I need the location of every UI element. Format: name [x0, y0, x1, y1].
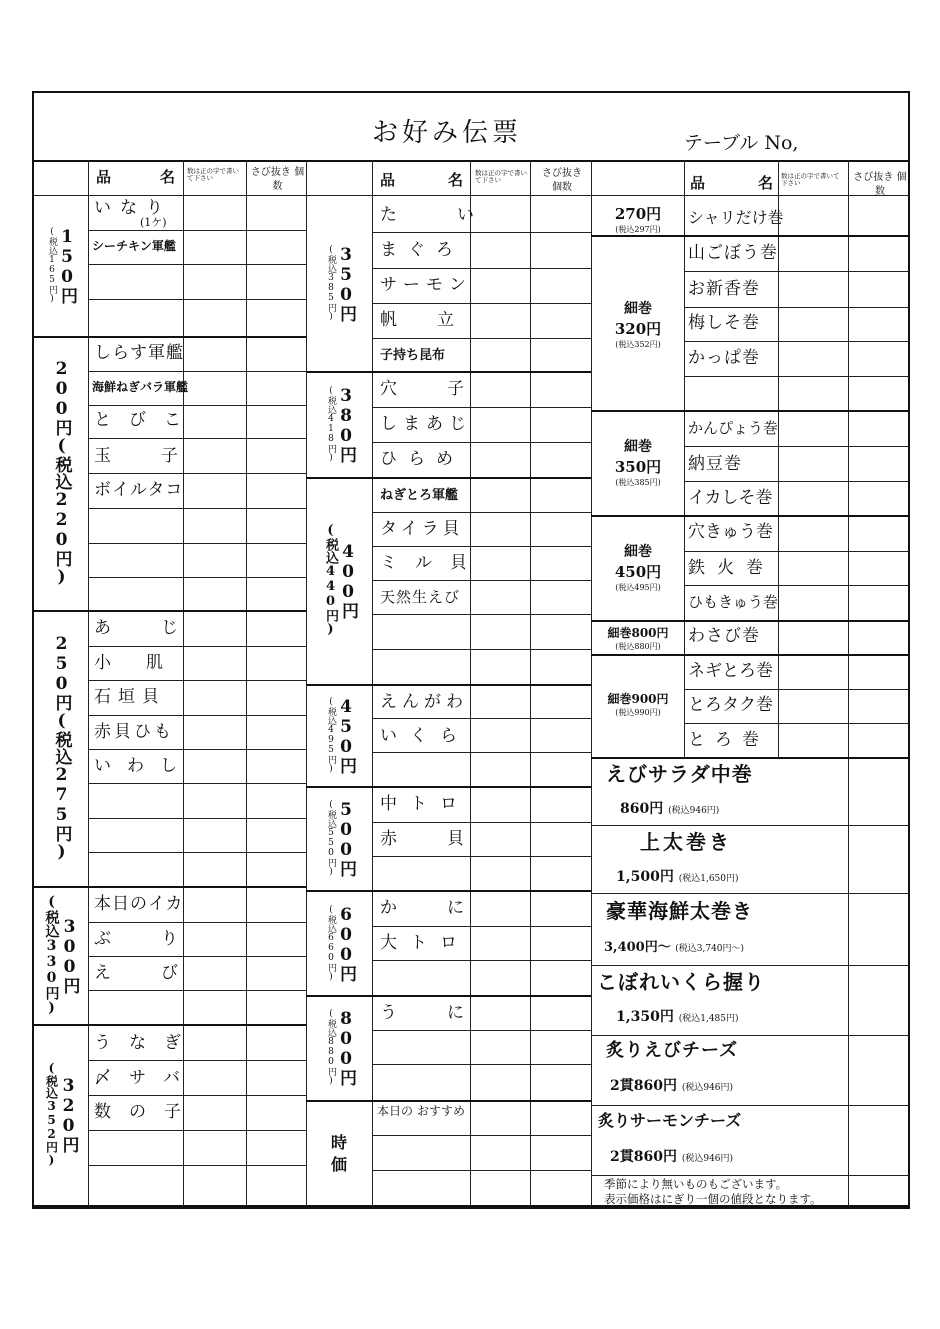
item-ikura: いくら: [380, 726, 470, 746]
item-ishigakigai: 石垣貝: [94, 687, 166, 707]
special-ebisalad-price: 860円 (税込946円): [620, 801, 720, 817]
header-hinmei-3a: 品: [690, 174, 706, 192]
price-jika: 時価: [331, 1133, 348, 1175]
price-350: (税込385円) 350円: [326, 244, 356, 322]
header-hinmei-2b: 名: [448, 171, 464, 189]
header-wasabi-2: さび抜き 個数: [542, 168, 582, 193]
price-400: (税込440円) 400円: [323, 523, 358, 637]
table-number-label: テーブル No,: [684, 132, 799, 154]
item-yamagobo: 山ごぼう巻: [688, 243, 778, 263]
item-uni: うに: [380, 1003, 514, 1023]
special-goka-kaisen: 豪華海鮮太巻き: [606, 899, 753, 923]
item-ikashiso: イカしそ巻: [688, 488, 773, 508]
special-goka-kaisen-price: 3,400円～ (税込3,740円～): [604, 940, 745, 955]
item-akagai-himo: 赤貝ひも: [94, 722, 174, 742]
item-himokyu: ひもきゅう巻: [688, 593, 779, 611]
special-koboreikura-price: 1,350円 (税込1,485円): [616, 1009, 739, 1025]
special-aburi-ebi: 炙りえびチーズ: [606, 1040, 739, 1061]
item-shari-dake: シャリだけ巻: [688, 208, 784, 227]
price-450: (税込495円) 450円: [326, 697, 356, 774]
item-tennen-ebi: 天然生えび: [380, 588, 461, 606]
note-price: 表示価格はにぎり一個の値段となります。: [604, 1192, 822, 1206]
price-500: (税込550円) 500円: [326, 800, 356, 877]
item-shimesaba: 〆サバ: [94, 1068, 198, 1088]
item-buri: ぶり: [94, 929, 228, 949]
price-380: (税込418円) 380円: [326, 385, 356, 463]
header-wasabi-3: さび抜き 個数: [853, 172, 907, 197]
item-shirasu: しらす軍艦: [94, 343, 184, 363]
item-kappa: かっぱ巻: [688, 348, 760, 368]
item-wasabi-maki: わさび巻: [688, 626, 760, 646]
item-negitoro-maki: ネギとろ巻: [688, 661, 773, 681]
item-natto: 納豆巻: [688, 454, 742, 474]
price-900-hosomaki: 細巻900円 (税込990円): [607, 692, 669, 717]
price-600: (税込660円) 600円: [326, 904, 356, 982]
item-oshinko: お新香巻: [688, 279, 760, 299]
header-wasabi-1: さび抜き 個数: [250, 167, 305, 192]
item-iwashi: いわし: [94, 756, 193, 776]
item-hotate: 帆立: [380, 310, 494, 330]
item-kazunoko: 数の子: [94, 1102, 199, 1122]
special-koboreikura: こぼれいくら握り: [597, 970, 765, 994]
price-350-hosomaki: 細巻 350円 (税込385円): [614, 439, 662, 487]
item-chutoro: 中トロ: [380, 794, 470, 814]
header-hinmei-1a: 品: [96, 168, 112, 186]
item-tobiko: とびこ: [94, 410, 199, 430]
item-tamago: 玉子: [94, 446, 228, 466]
item-boiled-tako: ボイルタコ: [94, 480, 184, 500]
price-200: 200円(税込220円): [51, 358, 72, 587]
header-hinmei-1b: 名: [160, 168, 176, 186]
note-seasonal: 季節により無いものもございます。: [604, 1177, 788, 1191]
price-300: (税込330円) 300円: [43, 894, 80, 1016]
item-honjitsu-ika: 本日のイカ: [94, 894, 184, 914]
item-kaisen-negi: 海鮮ねぎバラ軍艦: [92, 380, 189, 394]
item-inari: いなり: [94, 198, 172, 218]
item-akagai: 赤貝: [380, 829, 514, 849]
item-mirugai: ミル貝: [380, 553, 485, 573]
item-kani: かに: [380, 898, 514, 918]
price-800: (税込880円) 800円: [326, 1009, 356, 1086]
price-450-hosomaki: 細巻 450円 (税込495円): [614, 544, 662, 592]
item-anakyu: 穴きゅう巻: [688, 522, 773, 542]
item-unagi: うなぎ: [94, 1033, 199, 1053]
item-hirame: ひらめ: [380, 449, 464, 469]
item-tairagai: タイラ貝: [380, 519, 464, 539]
item-maguro: まぐろ: [380, 240, 464, 260]
special-aburi-ebi-price: 2貫860円 (税込946円): [610, 1078, 734, 1094]
header-hinmei-2a: 品: [380, 171, 396, 189]
item-negitoro-gunkan: ねぎとろ軍艦: [380, 488, 459, 503]
item-salmon: サーモン: [380, 275, 472, 295]
item-kohada: 小肌: [94, 653, 198, 673]
special-ebisalad: えびサラダ中巻: [606, 762, 753, 786]
special-aburi-salmon: 炙りサーモンチーズ: [598, 1111, 742, 1130]
item-komochi-konbu: 子持ち昆布: [380, 348, 446, 363]
item-honjitsu-osusume: 本日の おすすめ: [377, 1104, 465, 1118]
page-title: お好み伝票: [372, 118, 523, 148]
special-jofutomaki: 上太巻き: [640, 830, 732, 854]
header-hinmei-3b: 名: [758, 174, 774, 192]
item-kanpyo: かんぴょう巻: [688, 419, 779, 437]
item-anago: 穴子: [380, 379, 514, 399]
header-qty-1: 数は正の字で書いて下さい: [187, 167, 239, 183]
item-toro-maki: とろ巻: [688, 730, 769, 750]
item-ebi: えび: [94, 963, 228, 983]
item-umeshiso: 梅しそ巻: [688, 313, 760, 333]
price-150: (税込165円) 150円: [47, 226, 77, 304]
header-qty-2: 数は正の字で書いて下さい: [475, 169, 527, 185]
item-inari-note: (1ケ): [140, 216, 167, 229]
item-otoro: 大トロ: [380, 933, 470, 953]
header-qty-3: 数は正の字で書いて下さい: [781, 172, 840, 188]
price-320: (税込352円) 320円: [44, 1061, 79, 1167]
price-250: 250円(税込275円): [51, 634, 72, 862]
price-270: 270円 (税込297円): [614, 205, 662, 234]
item-seachicken: シーチキン軍艦: [92, 239, 176, 253]
special-jofutomaki-price: 1,500円 (税込1,650円): [616, 869, 739, 885]
item-shimaaji: しまあじ: [380, 414, 472, 434]
special-aburi-salmon-price: 2貫860円 (税込946円): [610, 1149, 734, 1165]
item-engawa: えんがわ: [380, 692, 468, 712]
item-tekka: 鉄火巻: [688, 558, 775, 578]
item-tai: たい: [380, 205, 534, 225]
item-aji: あじ: [94, 618, 228, 638]
item-torotaku-maki: とろタク巻: [688, 695, 773, 715]
price-320-hosomaki: 細巻 320円 (税込352円): [614, 301, 662, 349]
price-800-hosomaki: 細巻800円 (税込880円): [607, 626, 669, 651]
